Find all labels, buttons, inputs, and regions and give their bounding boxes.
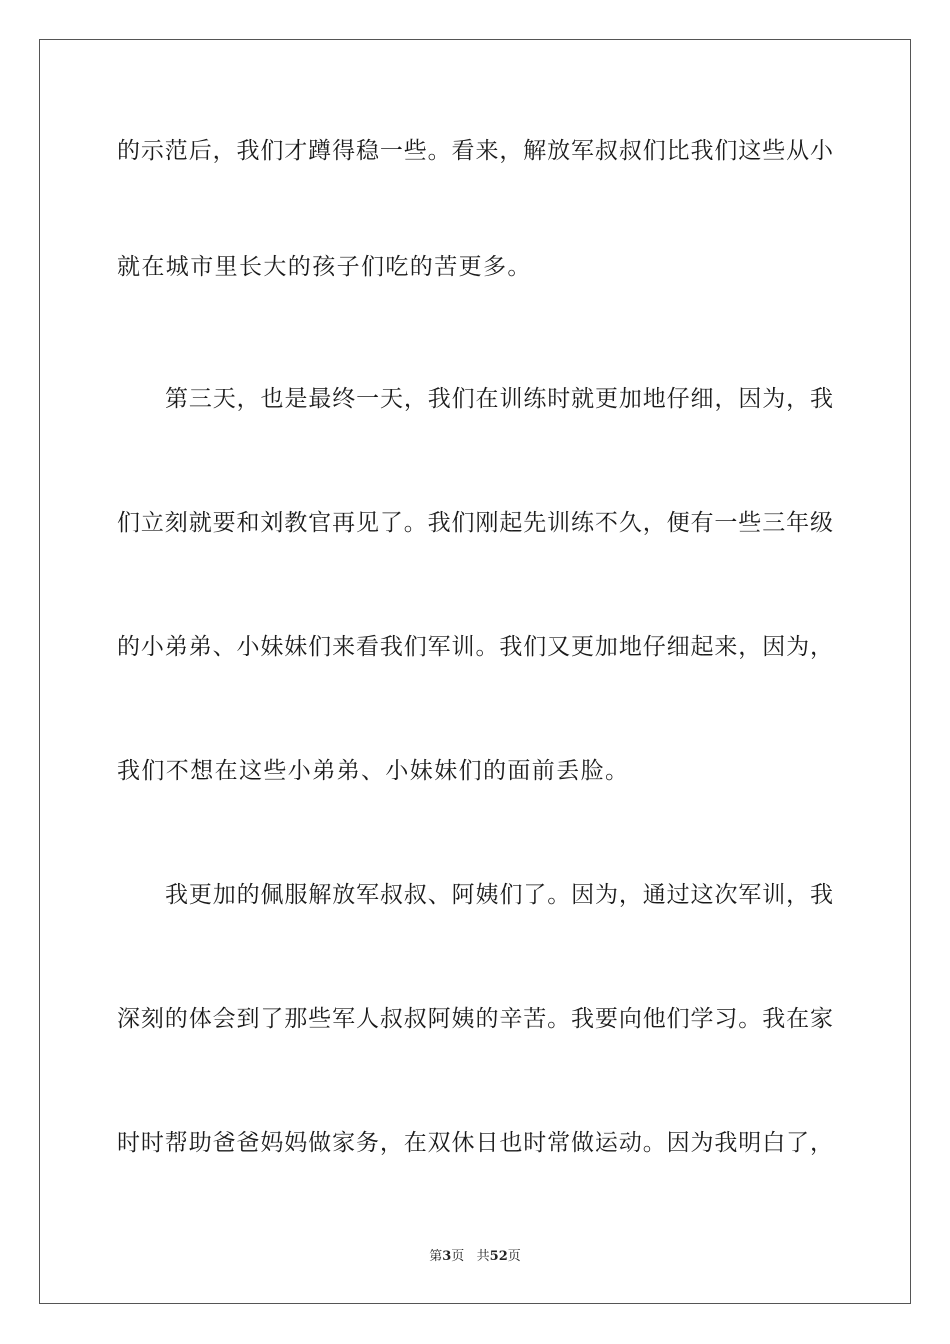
footer-prefix: 第 [429, 1249, 443, 1264]
text-line: 们立刻就要和刘教官再见了。我们刚起先训练不久，便有一些三年级 [117, 510, 833, 536]
text-line: 我们不想在这些小弟弟、小妹妹们的面前丢脸。 [117, 758, 630, 784]
page-border [39, 39, 911, 1304]
total-page-count: 52 [489, 1249, 508, 1264]
paragraph-first-line: 我更加的佩服解放军叔叔、阿姨们了。因为，通过这次军训，我 [165, 882, 833, 908]
current-page-number: 3 [442, 1249, 452, 1264]
footer-middle: 页 共 [451, 1249, 490, 1264]
page-number-footer [0, 1249, 950, 1265]
text-line: 的小弟弟、小妹妹们来看我们军训。我们又更加地仔细起来，因为， [117, 634, 833, 660]
footer-suffix: 页 [507, 1249, 521, 1264]
text-line: 就在城市里长大的孩子们吃的苦更多。 [117, 254, 532, 280]
text-line: 时时帮助爸爸妈妈做家务，在双休日也时常做运动。因为我明白了， [117, 1130, 833, 1156]
text-line: 的示范后，我们才蹲得稳一些。看来，解放军叔叔们比我们这些从小 [117, 138, 833, 164]
paragraph-first-line: 第三天，也是最终一天，我们在训练时就更加地仔细，因为，我 [165, 386, 833, 412]
text-line: 深刻的体会到了那些军人叔叔阿姨的辛苦。我要向他们学习。我在家 [117, 1006, 833, 1032]
